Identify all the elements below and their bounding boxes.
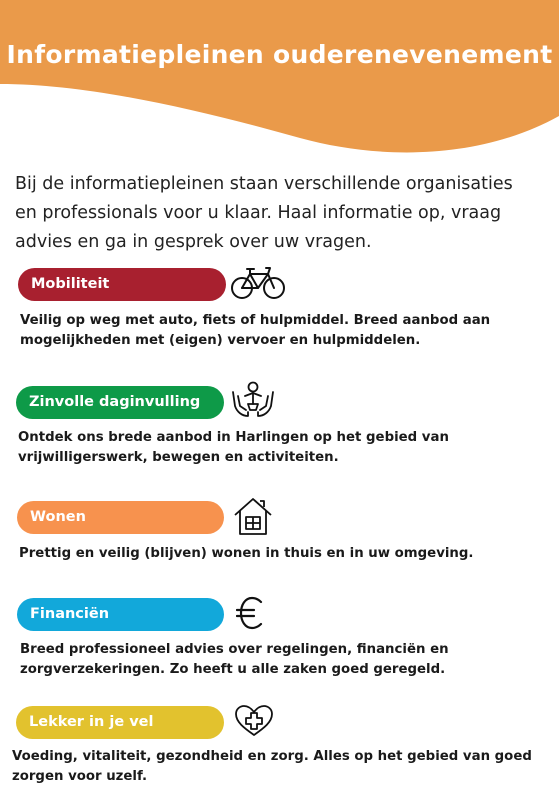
theme-pill-financien: Financiën: [17, 598, 224, 631]
page-title: Informatiepleinen ouderenevenement: [6, 40, 553, 69]
theme-description-wonen: Prettig en veilig (blijven) wonen in thuis en in uw omgeving.: [19, 546, 474, 561]
house-icon: [232, 495, 274, 537]
header-wave-shape: [0, 0, 559, 160]
theme-pill-wonen: Wonen: [17, 501, 224, 534]
theme-description-lekker-in-je-vel: Voeding, vitaliteit, gezondheid en zorg. Alles op het gebied van goed zorgen voor uzelf.: [12, 749, 532, 784]
theme-pill-mobiliteit: Mobiliteit: [18, 268, 226, 301]
heart-plus-icon: [234, 704, 274, 738]
theme-description-zinvolle-daginvulling: Ontdek ons brede aanbod in Harlingen op het gebied van vrijwilligerswerk, bewegen en activiteiten.: [18, 430, 449, 465]
header-banner: [0, 0, 559, 160]
bicycle-icon: [230, 264, 286, 300]
theme-pill-lekker-in-je-vel: Lekker in je vel: [16, 706, 224, 739]
intro-text: Bij de informatiepleinen staan verschillende organisaties en professionals voor u klaar. Haal informatie op, vraag advies en ga in gesprek over uw vragen.: [15, 174, 513, 252]
hands-person-icon: [230, 380, 276, 420]
theme-description-mobiliteit: Veilig op weg met auto, fiets of hulpmiddel. Breed aanbod aan mogelijkheden met (eigen) vervoer en hulpmiddelen.: [20, 313, 491, 348]
theme-description-financien: Breed professioneel advies over regelingen, financiën en zorgverzekeringen. Zo heeft u alle zaken goed geregeld.: [20, 642, 449, 677]
theme-pill-zinvolle-daginvulling: Zinvolle daginvulling: [16, 386, 224, 419]
euro-icon: [236, 596, 266, 630]
